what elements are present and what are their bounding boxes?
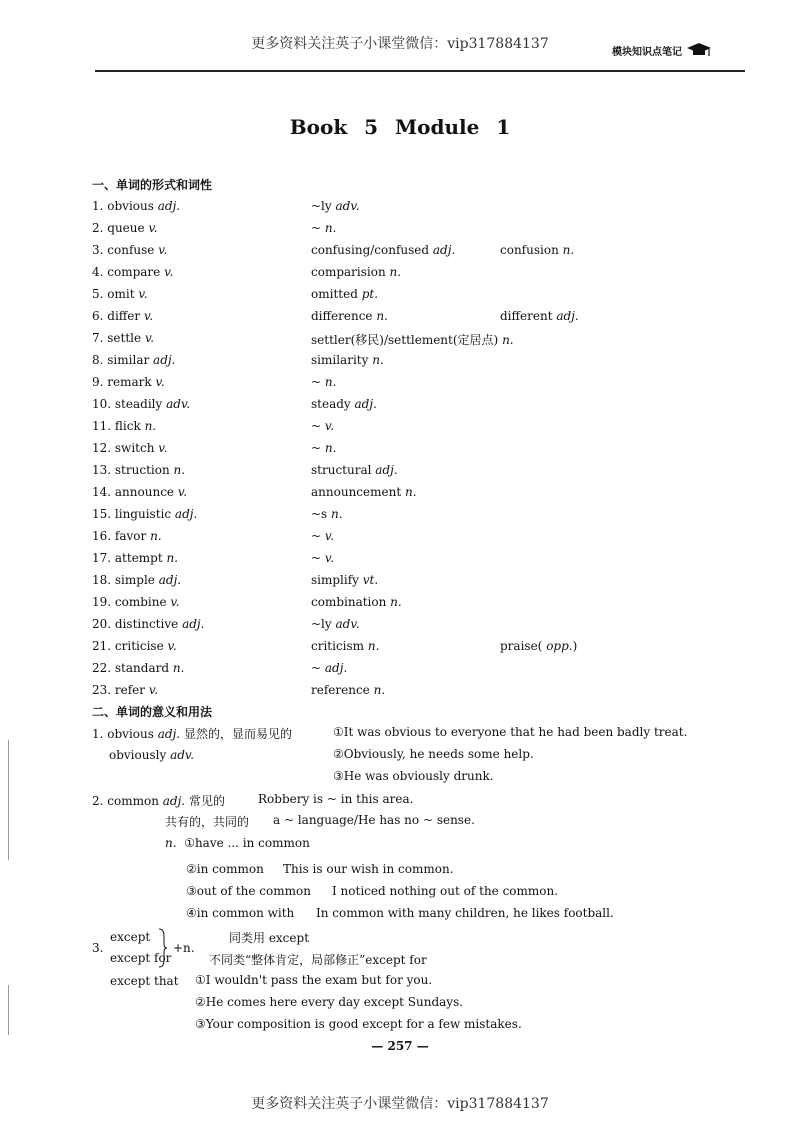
usage-3-example-2: ②He comes here every day except Sundays. bbox=[195, 995, 464, 1009]
usage-2-phrase-3-example: I noticed nothing out of the common. bbox=[332, 884, 559, 898]
scan-margin-line bbox=[8, 985, 9, 1035]
usage-1-example-3: ③He was obviously drunk. bbox=[333, 769, 494, 783]
usage-1-head: 1. obvious adj. 显然的，显而易见的 bbox=[92, 727, 292, 741]
usage-2-meaning-2: 共有的，共同的 bbox=[165, 815, 250, 829]
watermark-top: 更多资料关注英子小课堂微信：vip317884137 bbox=[251, 36, 549, 52]
brace-icon bbox=[158, 928, 168, 968]
usage-3-rule-2: 不同类“整体肯定，局部修正”except for bbox=[209, 953, 427, 967]
vocab-word: 5. omit v. bbox=[92, 287, 148, 301]
usage-2-noun-phrase: n. ①have ... in common bbox=[165, 836, 310, 850]
vocab-word: 2. queue v. bbox=[92, 221, 158, 235]
usage-1-sub: obviously adv. bbox=[109, 748, 195, 762]
vocab-row bbox=[92, 617, 732, 637]
vocab-row bbox=[92, 221, 732, 241]
usage-2-phrase-2-example: This is our wish in common. bbox=[283, 862, 454, 876]
usage-3-example-1: ①I wouldn't pass the exam but for you. bbox=[195, 973, 433, 987]
vocab-word: 8. similar adj. bbox=[92, 353, 176, 367]
vocab-derived-form: reference n. bbox=[311, 683, 386, 697]
vocab-word: 11. flick n. bbox=[92, 419, 157, 433]
vocab-row bbox=[92, 573, 732, 593]
header-rule bbox=[95, 70, 745, 72]
usage-2-phrase-3: ③out of the common bbox=[186, 884, 311, 898]
section-2-title: 二、单词的意义和用法 bbox=[92, 705, 213, 719]
vocab-word: 23. refer v. bbox=[92, 683, 159, 697]
usage-3-number: 3. bbox=[92, 941, 104, 955]
vocab-word: 19. combine v. bbox=[92, 595, 180, 609]
vocab-related-form: confusion n. bbox=[500, 243, 575, 257]
usage-2-phrase-4-example: In common with many children, he likes football. bbox=[316, 906, 614, 920]
vocab-row bbox=[92, 441, 732, 461]
vocab-row bbox=[92, 331, 732, 351]
vocab-word: 22. standard n. bbox=[92, 661, 185, 675]
vocab-derived-form: comparision n. bbox=[311, 265, 402, 279]
vocab-word: 1. obvious adj. bbox=[92, 199, 181, 213]
header-label: 模块知识点笔记 bbox=[612, 46, 682, 58]
vocab-derived-form: ~ n. bbox=[311, 221, 337, 235]
vocab-row bbox=[92, 375, 732, 395]
vocab-derived-form: confusing/confused adj. bbox=[311, 243, 456, 257]
usage-1-example-2: ②Obviously, he needs some help. bbox=[333, 747, 534, 761]
vocab-derived-form: ~s n. bbox=[311, 507, 343, 521]
usage-2-meaning-2-example: a ~ language/He has no ~ sense. bbox=[273, 813, 475, 827]
vocab-row bbox=[92, 199, 732, 219]
vocab-derived-form: ~ adj. bbox=[311, 661, 348, 675]
vocab-row bbox=[92, 507, 732, 527]
vocab-word: 4. compare v. bbox=[92, 265, 174, 279]
vocab-word: 3. confuse v. bbox=[92, 243, 168, 257]
usage-3-except-for: except for bbox=[110, 951, 172, 965]
scan-margin-line bbox=[8, 740, 9, 860]
usage-1-example-1: ①It was obvious to everyone that he had been badly treat. bbox=[333, 725, 688, 739]
vocab-derived-form: ~ v. bbox=[311, 551, 335, 565]
vocab-derived-form: ~ly adv. bbox=[311, 199, 360, 213]
vocab-row bbox=[92, 287, 732, 307]
vocab-word: 18. simple adj. bbox=[92, 573, 182, 587]
watermark-bottom: 更多资料关注英子小课堂微信：vip317884137 bbox=[251, 1096, 549, 1112]
vocab-row bbox=[92, 639, 732, 659]
vocab-word: 17. attempt n. bbox=[92, 551, 179, 565]
vocab-derived-form: ~ n. bbox=[311, 441, 337, 455]
page-title: Book 5 Module 1 bbox=[289, 115, 511, 139]
vocab-derived-form: settler(移民)/settlement(定居点) n. bbox=[311, 333, 514, 347]
usage-2-head: 2. common adj. 常见的 bbox=[92, 794, 225, 808]
vocab-word: 10. steadily adv. bbox=[92, 397, 191, 411]
graduation-cap-icon bbox=[686, 42, 712, 58]
vocab-row bbox=[92, 419, 732, 439]
vocab-row bbox=[92, 463, 732, 483]
vocab-derived-form: similarity n. bbox=[311, 353, 384, 367]
usage-3-except: except bbox=[110, 930, 151, 944]
vocab-derived-form: ~ly adv. bbox=[311, 617, 360, 631]
usage-3-example-3: ③Your composition is good except for a few mistakes. bbox=[195, 1017, 522, 1031]
vocab-derived-form: ~ v. bbox=[311, 419, 335, 433]
vocab-word: 9. remark v. bbox=[92, 375, 165, 389]
vocab-word: 16. favor n. bbox=[92, 529, 162, 543]
vocab-word: 21. criticise v. bbox=[92, 639, 177, 653]
vocab-row bbox=[92, 529, 732, 549]
vocab-row bbox=[92, 485, 732, 505]
usage-2-phrase-4: ④in common with bbox=[186, 906, 295, 920]
section-1-title: 一、单词的形式和词性 bbox=[92, 178, 213, 192]
vocab-derived-form: ~ v. bbox=[311, 529, 335, 543]
vocab-word: 12. switch v. bbox=[92, 441, 168, 455]
vocab-row bbox=[92, 661, 732, 681]
usage-3-except-that: except that bbox=[110, 974, 179, 988]
vocab-row bbox=[92, 353, 732, 373]
vocab-row bbox=[92, 683, 732, 703]
vocab-row bbox=[92, 265, 732, 285]
vocab-word: 6. differ v. bbox=[92, 309, 154, 323]
vocab-derived-form: steady adj. bbox=[311, 397, 377, 411]
vocab-derived-form: announcement n. bbox=[311, 485, 417, 499]
vocab-derived-form: combination n. bbox=[311, 595, 402, 609]
vocab-related-form: different adj. bbox=[500, 309, 579, 323]
vocab-word: 20. distinctive adj. bbox=[92, 617, 205, 631]
page-number: — 257 — bbox=[371, 1039, 429, 1053]
usage-2-head-example: Robbery is ~ in this area. bbox=[258, 792, 414, 806]
vocab-derived-form: structural adj. bbox=[311, 463, 398, 477]
vocab-word: 7. settle v. bbox=[92, 331, 155, 345]
vocab-related-form: praise( opp.) bbox=[500, 639, 578, 653]
vocab-derived-form: difference n. bbox=[311, 309, 388, 323]
usage-3-rule-1: 同类用 except bbox=[229, 931, 310, 945]
vocab-row bbox=[92, 243, 732, 263]
header-right bbox=[612, 42, 712, 58]
vocab-row bbox=[92, 595, 732, 615]
vocab-derived-form: omitted pt. bbox=[311, 287, 379, 301]
vocab-word: 14. announce v. bbox=[92, 485, 188, 499]
usage-3-plus-noun: +n. bbox=[173, 941, 195, 955]
vocab-word: 13. struction n. bbox=[92, 463, 186, 477]
usage-2-phrase-2: ②in common bbox=[186, 862, 264, 876]
vocab-word: 15. linguistic adj. bbox=[92, 507, 198, 521]
vocab-derived-form: simplify vt. bbox=[311, 573, 379, 587]
vocab-row bbox=[92, 309, 732, 329]
vocab-row bbox=[92, 397, 732, 417]
vocab-derived-form: criticism n. bbox=[311, 639, 380, 653]
vocab-row bbox=[92, 551, 732, 571]
vocab-derived-form: ~ n. bbox=[311, 375, 337, 389]
